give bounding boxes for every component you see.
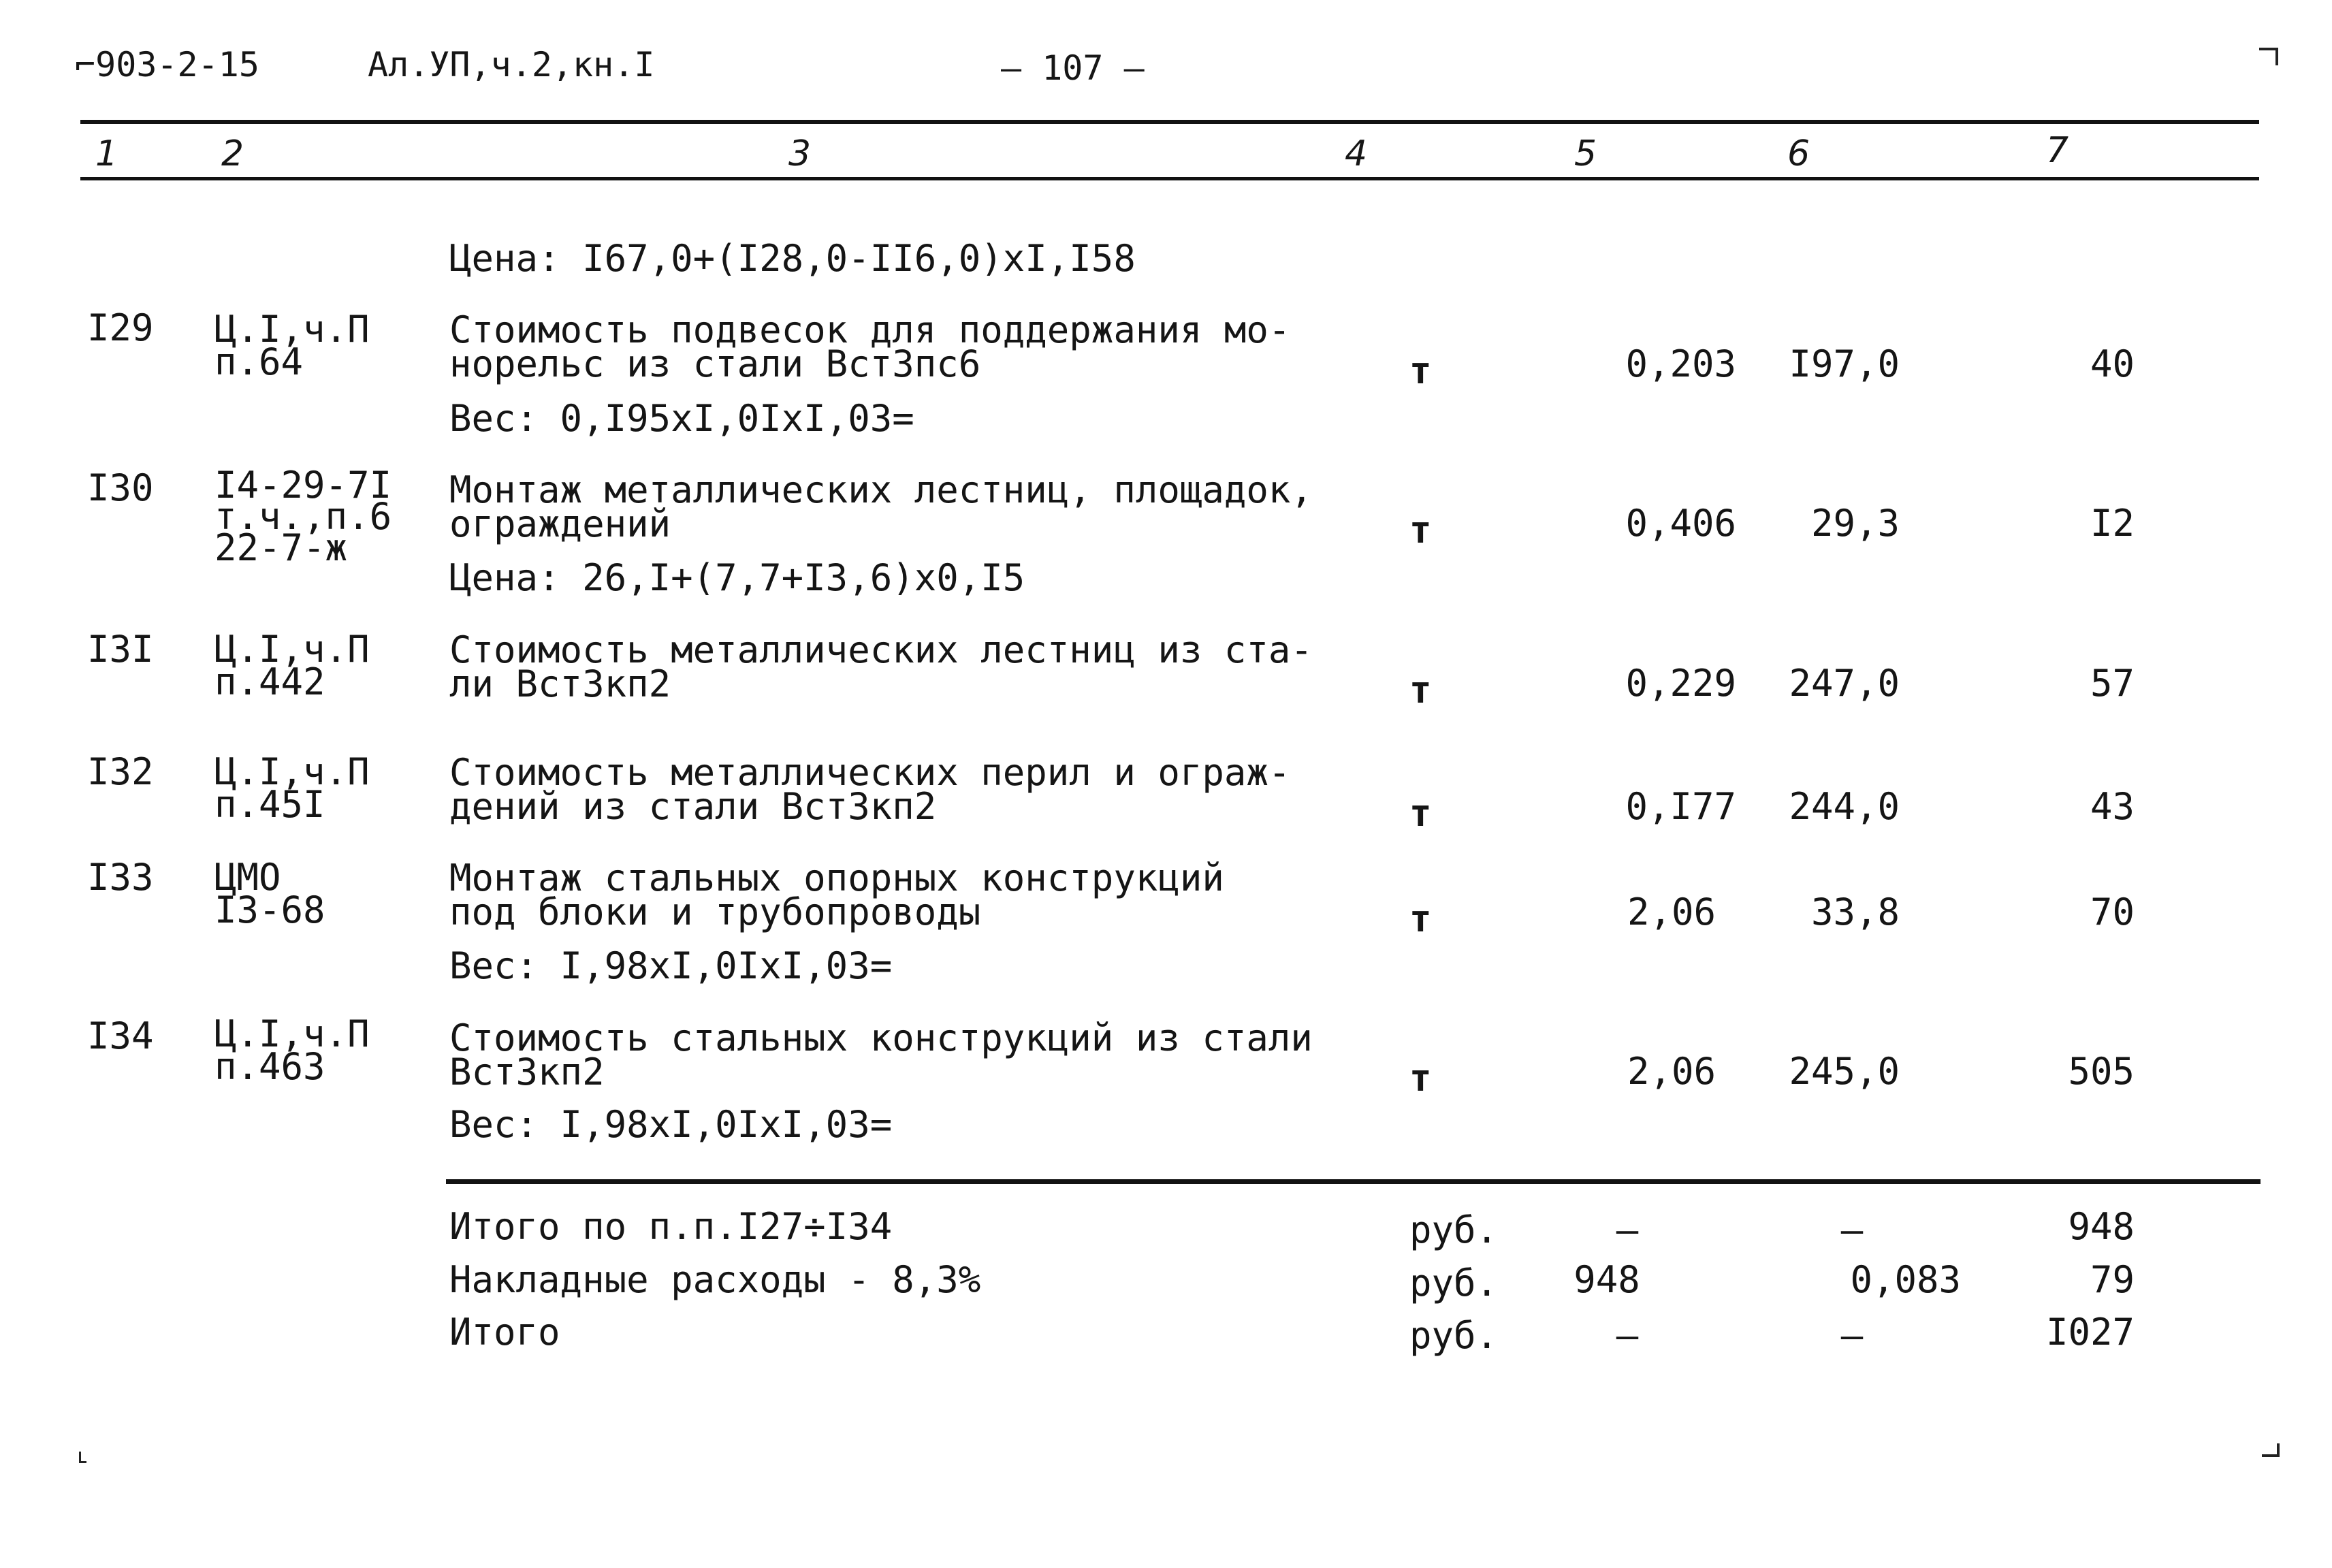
row-I29-quantity: 0,203: [1625, 342, 1736, 385]
row-I33-calculation: Вес: I,98xI,0IxI,03=: [449, 944, 893, 987]
row-I33-quantity: 2,06: [1627, 891, 1716, 933]
header-top-rule: [80, 120, 2259, 124]
row-I34-total: 505: [2068, 1050, 2135, 1093]
row-I3I-quantity: 0,229: [1625, 662, 1736, 705]
row-I30-calculation: Цена: 26,I+(7,7+I3,6)x0,I5: [449, 556, 1025, 599]
row-I29-number: I29: [87, 306, 154, 349]
row-I29-description: Стоимость подвесок для поддержания мо- норельс из стали ВстЗпс6: [449, 308, 1291, 385]
row-I30-unit: т: [1409, 509, 1432, 551]
row-I32-quantity: 0,I77: [1625, 785, 1736, 828]
subtotal-col6: –: [1840, 1209, 1864, 1251]
row-I34-calculation: Вес: I,98xI,0IxI,03=: [449, 1103, 893, 1146]
subtotal-col5: –: [1616, 1209, 1639, 1251]
overhead-label: Накладные расходы - 8,3%: [449, 1258, 981, 1301]
row-I32-price: 244,0: [1789, 785, 1900, 828]
row-I29-price: I97,0: [1789, 342, 1900, 385]
album-reference: Ал.УП,ч.2,кн.I: [368, 45, 655, 84]
subtotal-col7: 948: [2068, 1205, 2135, 1248]
bottom-left-corner-mark: [79, 1452, 86, 1463]
row-I30-quantity: 0,406: [1625, 502, 1736, 545]
row-I3I-number: I3I: [87, 628, 154, 671]
page-number: — 107 —: [1001, 48, 1145, 88]
total-unit: руб.: [1409, 1314, 1499, 1357]
row-I32-total: 43: [2090, 785, 2135, 828]
row-I32-unit: т: [1409, 792, 1432, 835]
row-I32-description: Стоимость металлических перил и ограж- дений из стали ВстЗкп2: [449, 751, 1291, 828]
total-col5: –: [1616, 1314, 1639, 1357]
row-I33-price: 33,8: [1810, 891, 1900, 933]
row-I33-code: ЦМО I3-68: [214, 856, 325, 931]
column-header-6: 6: [1787, 133, 1810, 174]
row-I34-code: Ц.I,ч.П п.463: [214, 1012, 370, 1088]
row-I3I-code: Ц.I,ч.П п.442: [214, 628, 370, 703]
row-I34-number: I34: [87, 1014, 154, 1057]
column-header-5: 5: [1574, 133, 1597, 174]
carried-price-calculation: Цена: I67,0+(I28,0-II6,0)xI,I58: [449, 237, 1136, 280]
overhead-rate: 0,083: [1850, 1258, 1961, 1301]
row-I29-code: Ц.I,ч.П п.64: [214, 308, 370, 383]
total-amount: I027: [2045, 1311, 2135, 1354]
bottom-right-corner-mark: [2262, 1443, 2280, 1457]
overhead-base: 948: [1574, 1258, 1640, 1301]
row-I3I-description: Стоимость металлических лестниц из ста- ли ВстЗкп2: [449, 628, 1313, 705]
row-I29-total: 40: [2090, 342, 2135, 385]
row-I34-quantity: 2,06: [1627, 1050, 1716, 1093]
overhead-amount: 79: [2090, 1258, 2135, 1301]
subtotal-label: Итого по п.п.I27÷I34: [449, 1205, 893, 1248]
subtotal-unit: руб.: [1409, 1209, 1499, 1251]
row-I33-unit: т: [1409, 897, 1432, 940]
column-header-7: 7: [2046, 130, 2069, 171]
total-col6: –: [1840, 1314, 1864, 1357]
row-I30-total: I2: [2090, 502, 2135, 545]
column-header-4: 4: [1345, 133, 1368, 174]
column-header-3: 3: [788, 133, 812, 174]
column-header-2: 2: [221, 133, 244, 174]
header-bottom-rule: [80, 177, 2259, 180]
row-I33-number: I33: [87, 856, 154, 899]
row-I3I-unit: т: [1409, 669, 1432, 711]
row-I30-code: I4-29-7I т.ч.,п.6 22-7-ж: [214, 464, 392, 569]
doc-number: ⌐903-2-15: [75, 45, 259, 84]
row-I33-description: Монтаж стальных опорных конструкций под блоки и трубопроводы: [449, 857, 1224, 933]
total-label: Итого: [449, 1311, 560, 1354]
row-I30-price: 29,3: [1810, 502, 1900, 545]
row-I3I-price: 247,0: [1789, 662, 1900, 705]
row-I29-calculation: Вес: 0,I95xI,0IxI,03=: [449, 397, 914, 440]
row-I29-unit: т: [1409, 349, 1432, 392]
row-I30-number: I30: [87, 466, 154, 509]
column-header-1: 1: [95, 133, 118, 174]
corner-mark-icon: ⌐: [75, 45, 96, 84]
row-I32-number: I32: [87, 750, 154, 793]
row-I33-total: 70: [2090, 891, 2135, 933]
top-right-corner-mark: [2259, 48, 2278, 65]
row-I32-code: Ц.I,ч.П п.45I: [214, 750, 370, 826]
overhead-unit: руб.: [1409, 1262, 1499, 1305]
totals-rule: [446, 1179, 2261, 1184]
row-I30-description: Монтаж металлических лестниц, площадок, ограждений: [449, 468, 1313, 545]
row-I34-description: Стоимость стальных конструкций из стали ВстЗкп2: [449, 1017, 1313, 1093]
row-I34-unit: т: [1409, 1057, 1432, 1100]
row-I3I-total: 57: [2090, 662, 2135, 705]
row-I34-price: 245,0: [1789, 1050, 1900, 1093]
